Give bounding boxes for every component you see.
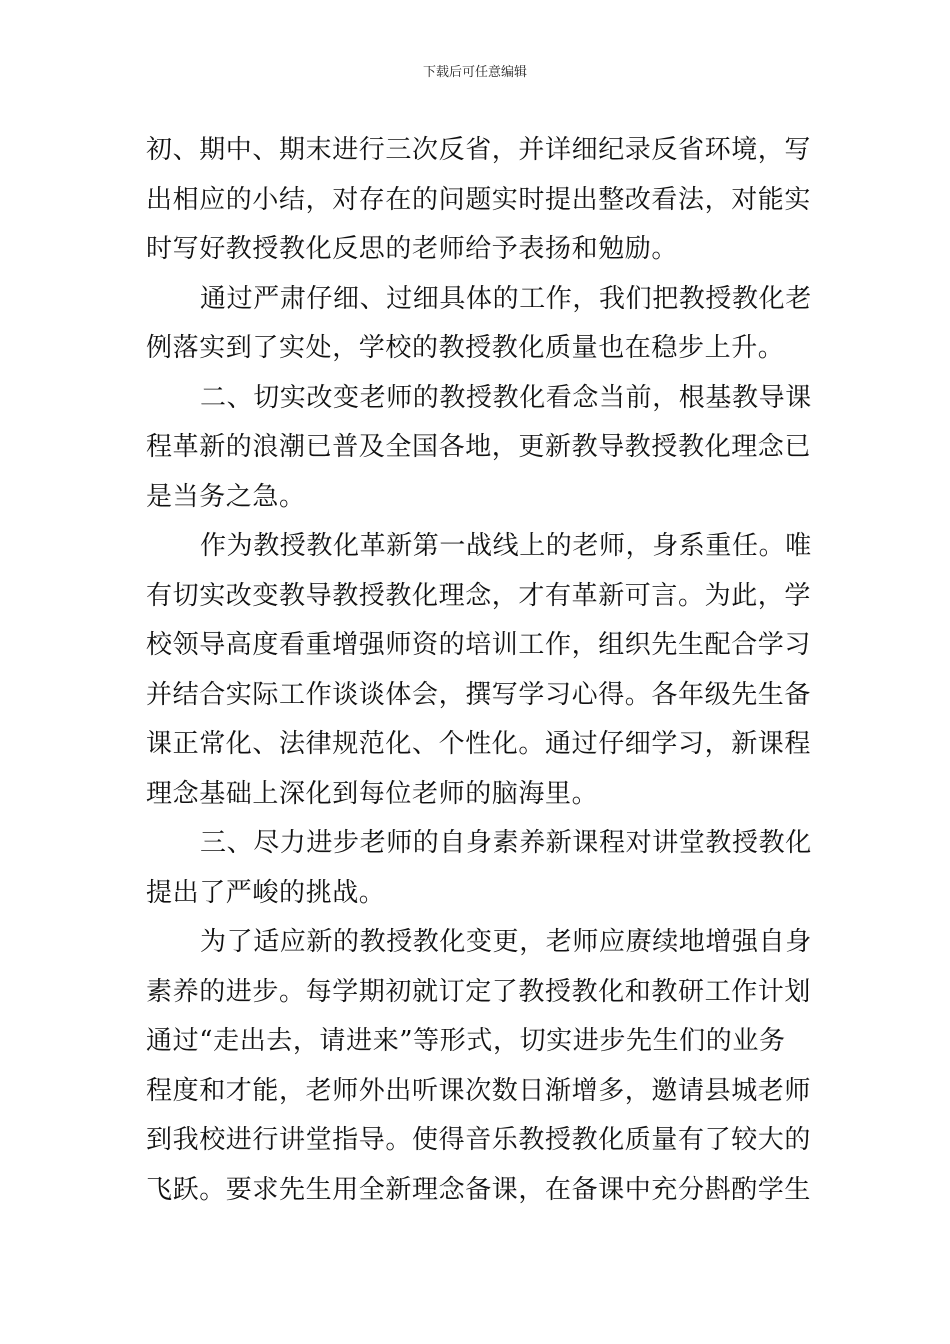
text-line: 时写好教授教化反思的老师给予表扬和勉励。 (146, 234, 679, 264)
text-line: 通过“走出去，请进来”等形式，切实进步先生们的业务 (146, 1026, 786, 1056)
text-line: 并结合实际工作谈谈体会，撰写学习心得。各年级先生备 (146, 679, 812, 710)
text-line: 例落实到了实处，学校的教授教化质量也在稳步上升。 (146, 333, 785, 363)
text-line: 程革新的浪潮已普及全国各地，更新教导教授教化理念已 (146, 432, 812, 462)
paragraph-start-line: 通过严肃仔细、过细具体的工作，我们把教授教化老 (200, 283, 812, 314)
text-line: 到我校进行讲堂指导。使得音乐教授教化质量有了较大的 (146, 1125, 812, 1155)
page-header: 下载后可任意编辑 (422, 65, 527, 80)
text-line: 是当务之急。 (146, 481, 306, 512)
paragraph-start-line: 为了适应新的教授教化变更，老师应赓续地增强自身 (200, 927, 812, 957)
text-line: 有切实改变教导教授教化理念，才有革新可言。为此，学 (146, 580, 812, 611)
section-heading-line: 三、尽力进步老师的自身素养新课程对讲堂教授教化 (200, 828, 812, 858)
text-line: 程度和才能，老师外出听课次数日渐增多，邀请县城老师 (146, 1075, 812, 1106)
text-line: 课正常化、法律规范化、个性化。通过仔细学习，新课程 (146, 729, 812, 759)
text-line: 初、期中、期末进行三次反省，并详细纪录反省环境，写 (146, 135, 812, 165)
document-body (146, 126, 812, 1215)
text-line: 校领导高度看重增强师资的培训工作，组织先生配合学习 (146, 630, 812, 660)
text-line: 素养的进步。每学期初就订定了教授教化和教研工作计划 (146, 976, 812, 1007)
text-line: 提出了严峻的挑战。 (146, 877, 386, 908)
section-heading-line: 二、切实改变老师的教授教化看念当前，根基教导课 (200, 382, 812, 413)
paragraph-start-line: 作为教授教化革新第一战线上的老师，身系重任。唯 (200, 531, 812, 561)
text-line: 飞跃。要求先生用全新理念备课，在备课中充分斟酌学生 (146, 1174, 812, 1205)
text-line: 理念基础上深化到每位老师的脑海里。 (146, 778, 599, 809)
text-line: 出相应的小结，对存在的问题实时提出整改看法，对能实 (146, 184, 812, 215)
